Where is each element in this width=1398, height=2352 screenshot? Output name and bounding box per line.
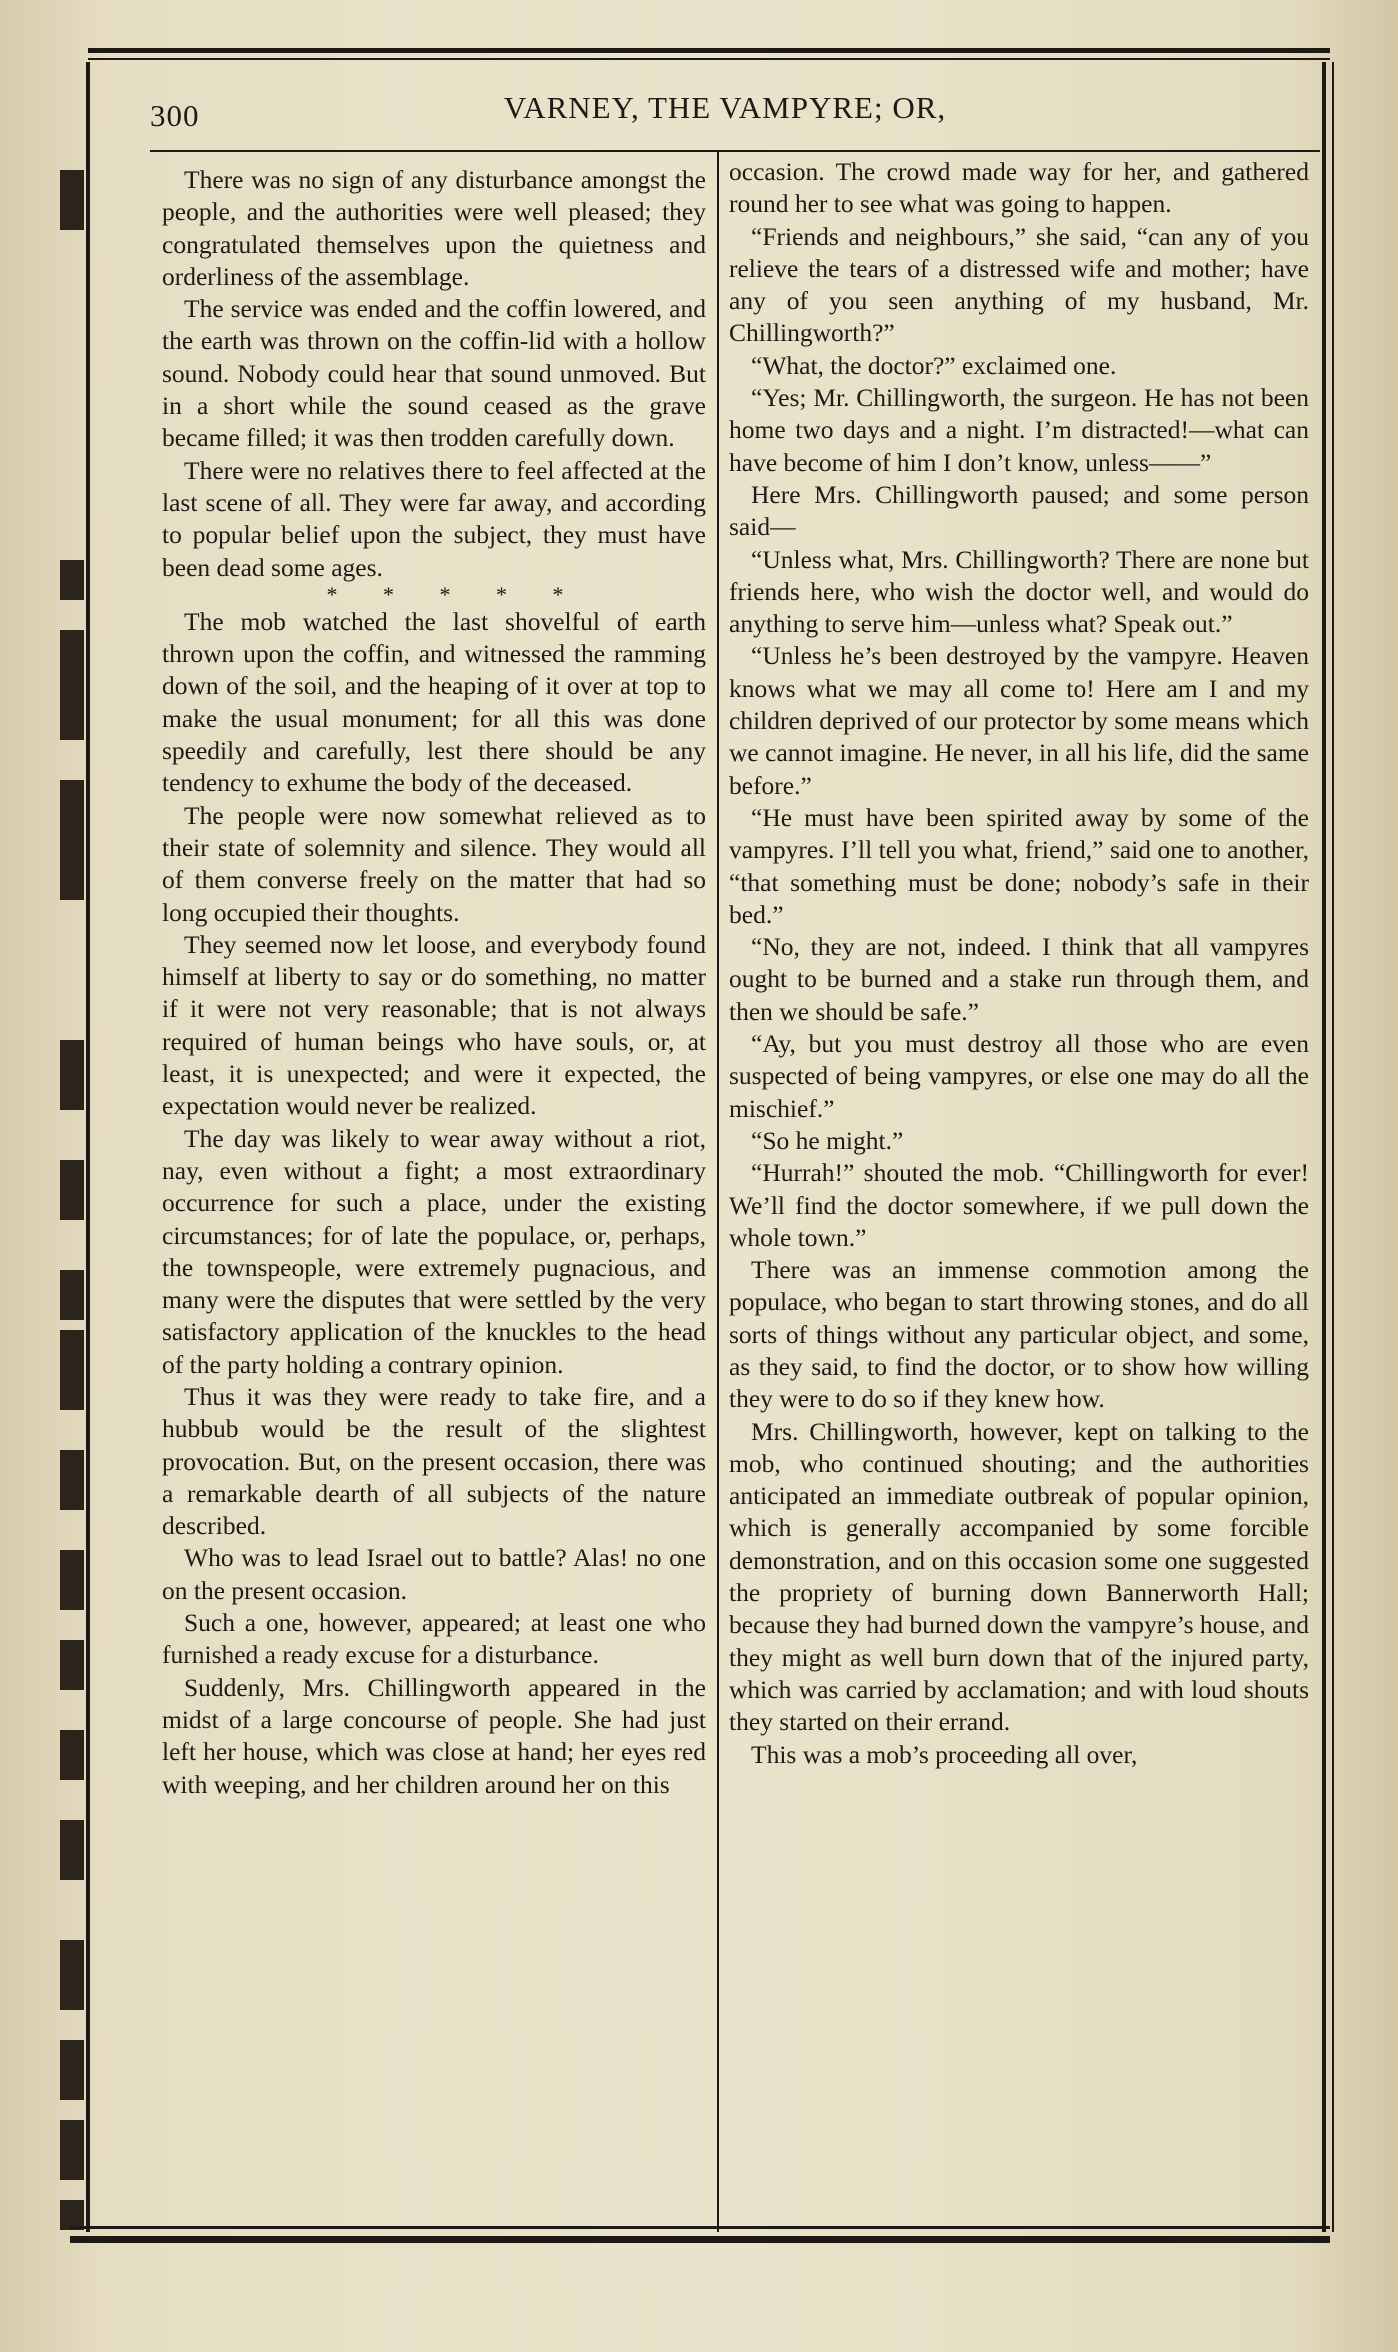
paragraph: They seemed now let loose, and everybody found himself at liberty to say or do something, no matter if it were not very reasonable; that is not always required of human beings who have souls, or, at least, it is unexpected; and were it expected, the expectation would never be realized.	[162, 929, 706, 1121]
paragraph: The mob watched the last shovelful of earth thrown upon the coffin, and witnessed the ramming down of the soil, and the heaping of it over at top to make the usual monument; for all this was done speedily and carefully, lest there should be any tendency to exhume the body of the deceased.	[162, 606, 706, 798]
paragraph: “Ay, but you must destroy all those who are even suspected of being vampyres, or else one may do all the mischief.”	[729, 1029, 1309, 1123]
paragraph: The day was likely to wear away without a riot, nay, even without a fight; a most extraordinary occurrence for such a place, under the existing circumstances; for of late the populace, or, perhaps, the townspeople, were extremely pugnacious, and many were the disputes that were settled by the very satisfactory application of the knuckles to the head of the party holding a contrary opinion.	[162, 1123, 706, 1379]
section-break-stars: * * * * *	[326, 581, 564, 607]
page-header	[150, 90, 1300, 146]
header-rule	[150, 150, 1320, 152]
frame-line-right-inner	[1332, 62, 1334, 2232]
column-separator	[717, 152, 719, 2232]
bottom-rule	[70, 2236, 1330, 2243]
paragraph: The service was ended and the coffin lowered, and the earth was thrown on the coffin-lid with a hollow sound. Nobody could hear that sound unmoved. But in a short while the sound ceased as the grave became filled; it was then trodden carefully down.	[162, 294, 706, 453]
paragraph: “What, the doctor?” exclaimed one.	[751, 350, 1117, 380]
paragraph: “Hurrah!” shouted the mob. “Chillingworth for ever! We’ll find the doctor somewhere, if we pull down the whole town.”	[729, 1158, 1309, 1252]
paragraph: Who was to lead Israel out to battle? Alas! no one on the present occasion.	[162, 1543, 706, 1605]
paragraph: Thus it was they were ready to take fire, and a hubbub would be the result of the slightest provocation. But, on the present occasion, there was a remarkable dearth of all subjects of the nature described.	[162, 1381, 706, 1541]
paragraph: occasion. The crowd made way for her, and gathered round her to see what was going to happen.	[729, 157, 1309, 219]
paragraph: “No, they are not, indeed. I think that all vampyres ought to be burned and a stake run through them, and then we should be safe.”	[729, 932, 1309, 1026]
paragraph: This was a mob’s proceeding all over,	[751, 1739, 1138, 1769]
paragraph: “Friends and neighbours,” she said, “can any of you relieve the tears of a distressed wife and mother; have any of you seen anything of my husband, Mr. Chillingworth?”	[729, 221, 1309, 348]
frame-line-right	[1322, 62, 1326, 2232]
left-column	[162, 164, 706, 1801]
paragraph: There was an immense commotion among the populace, who began to start throwing stones, and do all sorts of things without any particular object, and some, as they said, to find the doctor, or to show how willing they were to do so if they knew how.	[729, 1255, 1309, 1414]
paragraph: “He must have been spirited away by some of the vampyres. I’ll tell you what, friend,” said one to another, “that something must be done; nobody’s safe in their bed.”	[729, 802, 1309, 929]
paragraph: “Unless what, Mrs. Chillingworth? There are none but friends here, who wish the doctor well, and would do anything to serve him—unless what? Speak out.”	[729, 544, 1309, 639]
page-number: 300	[150, 98, 200, 133]
paragraph: Mrs. Chillingworth, however, kept on talking to the mob, who continued shouting; and the authorities anticipated an immediate outbreak of popular opinion, which is generally accompanied by some forcible demonstration, and on this occasion some one suggested the propriety of burning down Bannerworth Hall; because they had burned down the vampyre’s house, and they might as well burn down that of the injured party, which was carried by acclamation; and with loud shouts they started on their errand.	[729, 1416, 1309, 1737]
binding-marks	[60, 160, 100, 2220]
running-title: VARNEY, THE VAMPYRE; OR,	[503, 90, 947, 125]
paragraph: “So he might.”	[751, 1125, 904, 1155]
paragraph: The people were now somewhat relieved as to their state of solemnity and silence. They would all of them converse freely on the matter that had so long occupied their thoughts.	[162, 800, 706, 927]
paragraph: Such a one, however, appeared; at least one who furnished a ready excuse for a disturbance.	[162, 1608, 706, 1670]
top-rule-thin	[88, 58, 1330, 60]
paragraph: “Yes; Mr. Chillingworth, the surgeon. He has not been home two days and a night. I’m distracted!—what can have become of him I don’t know, unless——”	[729, 383, 1309, 477]
paragraph: There was no sign of any disturbance amongst the people, and the authorities were well pleased; they congratulated themselves upon the quietness and orderliness of the assemblage.	[162, 165, 706, 291]
paragraph: Here Mrs. Chillingworth paused; and some person said—	[729, 479, 1309, 542]
paragraph: “Unless he’s been destroyed by the vampyre. Heaven knows what we may all come to! Here am I and my children deprived of our protector by some means which we cannot imagine. He never, in all his life, did the same before.”	[729, 641, 1309, 800]
right-column	[729, 156, 1309, 1771]
bottom-rule-thin	[70, 2226, 1330, 2229]
paragraph: Suddenly, Mrs. Chillingworth appeared in the midst of a large concourse of people. She had just left her house, which was close at hand; her eyes red with weeping, and her children around her on this	[162, 1672, 706, 1799]
top-rule	[88, 48, 1330, 53]
paragraph: There were no relatives there to feel affected at the last scene of all. They were far away, and according to popular belief upon the subject, they must have been dead some ages.	[162, 455, 706, 582]
